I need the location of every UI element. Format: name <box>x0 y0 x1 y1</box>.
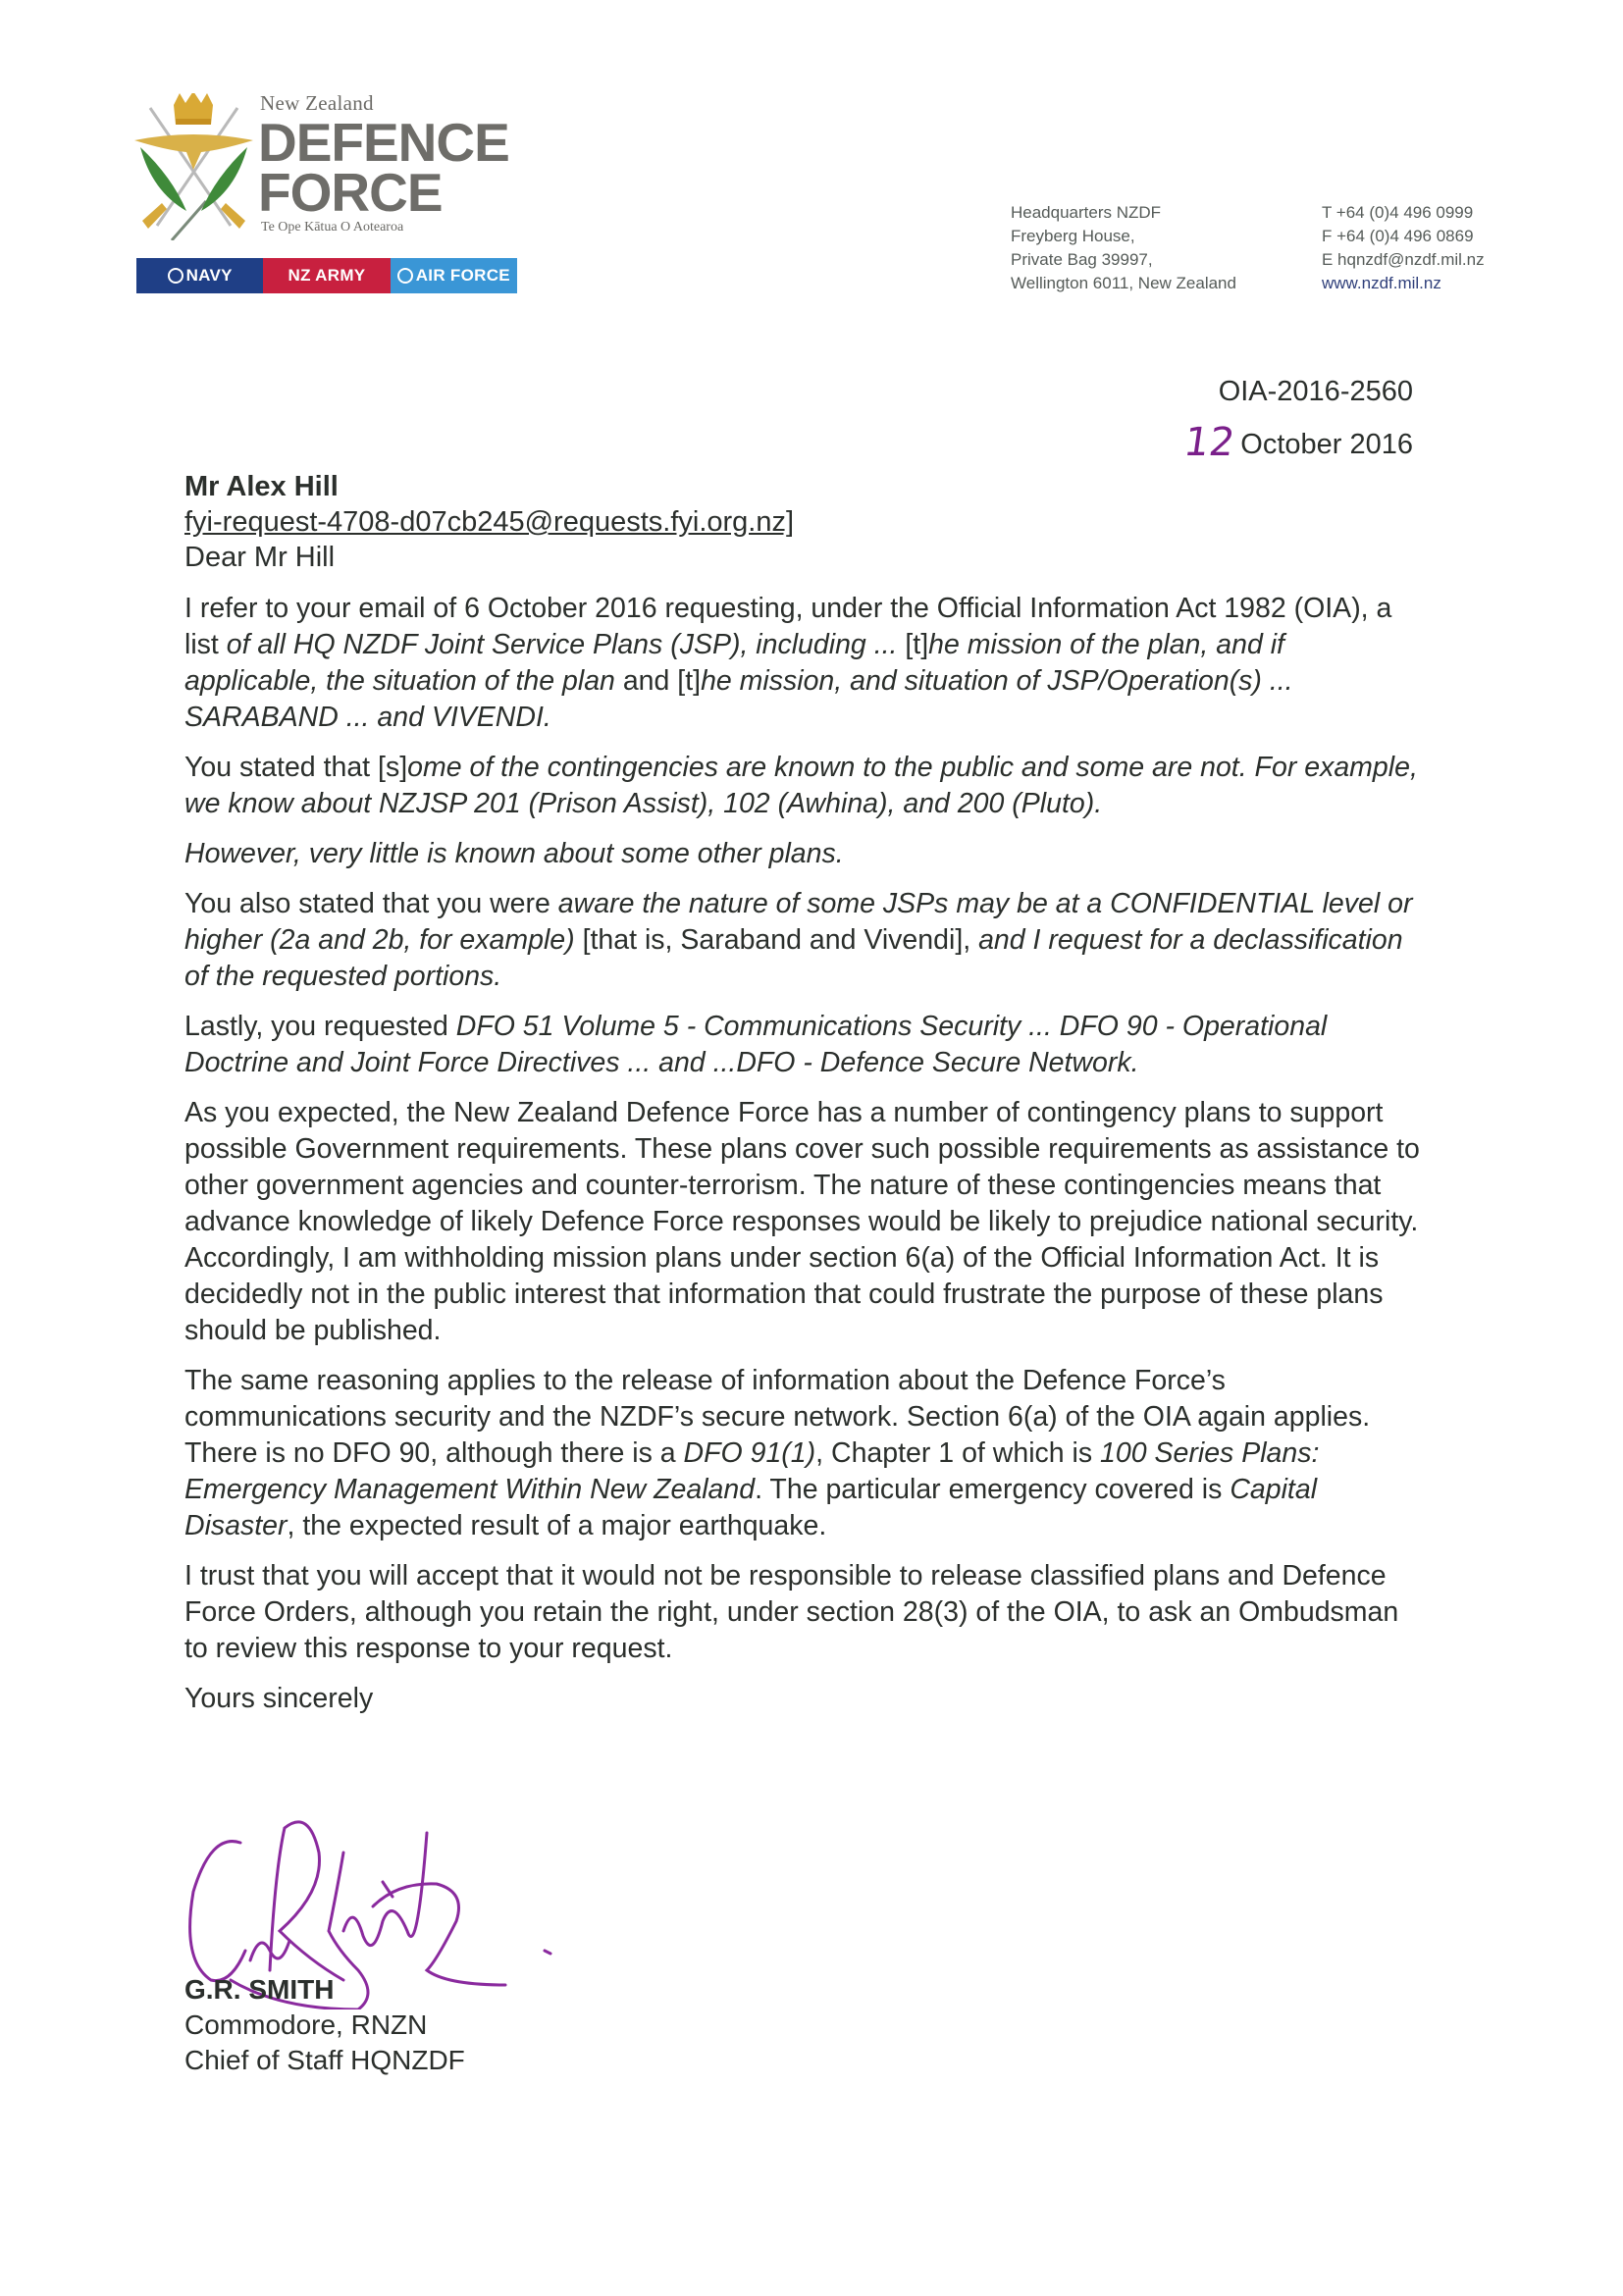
recipient-name: Mr Alex Hill <box>184 471 339 502</box>
signatory-title: Chief of Staff HQNZDF <box>184 2045 465 2075</box>
contact-fax: F +64 (0)4 496 0869 <box>1322 227 1474 245</box>
service-navy-label: NAVY <box>185 266 233 285</box>
paragraph-text: I trust that you will accept that it would not be responsible to release classified plans and Defence Force Orders, although you retain the right, under section 28(3) of the OIA, to ask an Ombudsman to review this response to your request. <box>184 1560 1399 1664</box>
service-army-label: NZ ARMY <box>288 266 366 285</box>
contact-email[interactable]: E hqnzdf@nzdf.mil.nz <box>1322 250 1485 269</box>
closing <box>184 1681 1421 1717</box>
hq-contact <box>1322 201 1485 295</box>
body-paragraph <box>184 1009 1421 1081</box>
recipient-block <box>184 469 794 540</box>
quoted-text: of all HQ NZDF Joint Service Plans (JSP), including ... <box>226 629 906 660</box>
paragraph-text: I refer to your email of 6 October 2016 requesting, under the Official Information Act 1982 (OIA), a list <box>184 593 1392 660</box>
paragraph-text: [t] <box>905 629 929 660</box>
paragraph-text: The same reasoning applies to the release of information about the Defence Force’s communications security and the NZDF’s secure network. Section 6(a) of the OIA again applies. There is no DFO 90, although there is a <box>184 1365 1371 1469</box>
address-line: Freyberg House, <box>1011 227 1135 245</box>
service-air-force <box>391 258 517 293</box>
air-force-roundel-icon <box>397 268 413 284</box>
paragraph-text: Yours sincerely <box>184 1683 374 1714</box>
paragraph-text: [that is, Saraband and Vivendi], <box>574 924 979 956</box>
paragraph-text: , the expected result of a major earthquake. <box>287 1510 827 1541</box>
recipient-email-link[interactable]: fyi-request-4708-d07cb245@requests.fyi.org.nz] <box>184 506 795 538</box>
org-name-top: New Zealand <box>260 91 374 115</box>
body-paragraph <box>184 836 1421 872</box>
service-navy <box>136 258 263 293</box>
navy-anchor-icon <box>168 268 183 284</box>
hq-address <box>1011 201 1236 295</box>
quoted-text: DFO 51 Volume 5 - Communications Security ... DFO 90 - Operational Doctrine and Joint Force Directives ... and ...DFO - Defence Secure Network. <box>184 1011 1328 1078</box>
contact-website-link[interactable]: www.nzdf.mil.nz <box>1322 274 1441 292</box>
quoted-text: ome of the contingencies are known to the public and some are not. For example, we know about NZJSP 201 (Prison Assist), 102 (Awhina), and 200 (Pluto). <box>184 752 1418 819</box>
nzdf-crest-icon <box>132 93 255 240</box>
paragraph-text: and [t] <box>614 665 702 697</box>
paragraph-text: . The particular emergency covered is <box>755 1474 1230 1505</box>
body-paragraph <box>184 1095 1421 1349</box>
org-name-line2: FORCE <box>258 162 443 223</box>
service-branches-bar <box>136 258 517 293</box>
address-line: Headquarters NZDF <box>1011 203 1162 222</box>
body-paragraph <box>184 1558 1421 1667</box>
nzdf-logo <box>132 83 525 299</box>
oia-reference: OIA-2016-2560 <box>1218 376 1413 407</box>
quoted-text: DFO 91(1) <box>683 1437 816 1469</box>
quoted-text: 100 Series Plans: Emergency Management Within New Zealand <box>184 1437 1320 1505</box>
address-line: Wellington 6011, New Zealand <box>1011 274 1236 292</box>
paragraph-text: , Chapter 1 of which is <box>815 1437 1101 1469</box>
signatory-name: G.R. SMITH <box>184 1974 335 2005</box>
paragraph-text: You stated that [s] <box>184 752 408 783</box>
service-army <box>263 258 390 293</box>
letter-date <box>1181 420 1413 465</box>
letter-body <box>184 591 1421 1731</box>
quoted-text: he mission of the plan, and if applicable, the situation of the plan <box>184 629 1284 697</box>
paragraph-text: You also stated that you were <box>184 888 558 919</box>
quoted-text: and I request for a declassification of the requested portions. <box>184 924 1403 992</box>
body-paragraph <box>184 1363 1421 1544</box>
body-paragraph <box>184 886 1421 995</box>
date-month-year: October 2016 <box>1240 429 1413 460</box>
service-air-force-label: AIR FORCE <box>415 266 510 285</box>
quoted-text: he mission, and situation of JSP/Operation(s) ... SARABAND ... and VIVENDI. <box>184 665 1293 733</box>
quoted-text: aware the nature of some JSPs may be at a CONFIDENTIAL level or higher (2a and 2b, for example) <box>184 888 1413 956</box>
salutation: Dear Mr Hill <box>184 542 336 573</box>
paragraph-text: Lastly, you requested <box>184 1011 456 1042</box>
body-paragraph <box>184 591 1421 736</box>
signatory-block <box>184 1972 465 2078</box>
body-paragraph <box>184 750 1421 822</box>
quoted-text: However, very little is known about some other plans. <box>184 838 844 869</box>
org-name-line1: DEFENCE <box>258 112 509 173</box>
contact-phone: T +64 (0)4 496 0999 <box>1322 203 1474 222</box>
org-name-maori: Te Ope Kātua O Aotearoa <box>261 220 404 235</box>
address-line: Private Bag 39997, <box>1011 250 1153 269</box>
signatory-rank: Commodore, RNZN <box>184 2009 428 2040</box>
handwritten-day: 12 <box>1181 420 1238 465</box>
quoted-text: Capital Disaster <box>184 1474 1318 1541</box>
paragraph-text: As you expected, the New Zealand Defence Force has a number of contingency plans to support possible Government requirements. These plans cover such possible requirements as assistance to other government agencies and counter-terrorism. The nature of these contingencies means that advance knowledge of likely Defence Force responses would be likely to prejudice national security. Accordingly, I am withholding mission plans under section 6(a) of the Official Information Act. It is decidedly not in the public interest that information that could frustrate the purpose of these plans should be published. <box>184 1097 1420 1346</box>
